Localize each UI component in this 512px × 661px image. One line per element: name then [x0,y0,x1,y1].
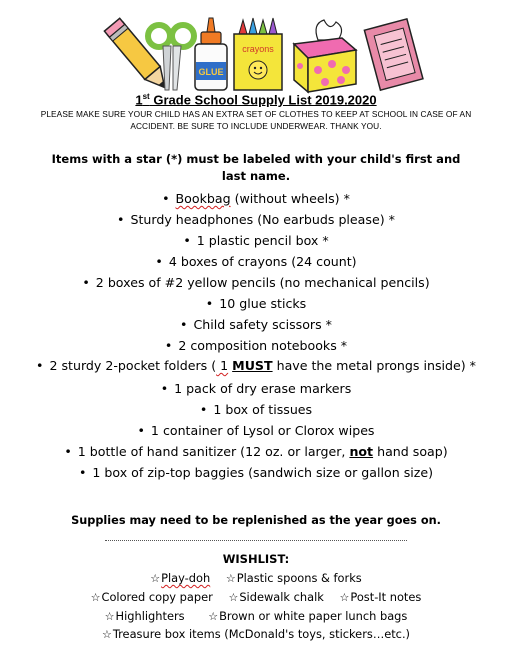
list-item: • 2 composition notebooks * [164,338,348,353]
list-item: • 10 glue sticks [205,296,307,311]
star-icon: ☆ [225,572,236,585]
list-item: • 1 plastic pencil box * [183,233,329,248]
star-icon: ☆ [228,591,239,604]
supply-list [20,188,492,483]
wishlist-row [0,571,512,585]
glue-bottle-icon [195,18,227,90]
clothes-notice: PLEASE MAKE SURE YOUR CHILD HAS AN EXTRA SET OF CLOTHES TO KEEP AT SCHOOL IN CASE OF AN ACCIDENT. BE SURE TO INCLUDE UNDERWEAR. THANK YOU. [40,109,472,131]
wishlist-row [0,590,512,604]
label-instructions: Items with a star (*) must be labeled with your child's first and last name. [51,152,461,183]
list-item: ☆Colored copy paper [90,590,213,604]
list-item: ☆Sidewalk chalk [228,590,324,604]
list-item: • Sturdy headphones (No earbuds please) * [117,212,395,227]
list-item: • 1 box of tissues [199,401,313,417]
star-icon: ☆ [90,591,101,604]
wishlist-title: WISHLIST: [222,552,290,566]
glue-label: GLUE [198,67,224,77]
tissue-box-icon [294,20,356,92]
star-icon: ☆ [150,572,161,585]
school-supplies-clipart [0,10,512,95]
star-icon: ☆ [339,591,350,604]
list-item: • 1 box of zip-top baggies (sandwich size or gallon size) [78,464,434,480]
list-item: • Child safety scissors * [180,317,332,332]
wishlist-row [0,627,512,641]
list-item: ☆Highlighters [104,609,185,623]
page-title: 1st Grade School Supply List 2019.2020 [135,92,377,108]
pencil-icon [104,18,172,94]
notebook-icon [364,19,423,90]
list-item: ☆Brown or white paper lunch bags [208,609,408,623]
crayons-box-icon [234,18,282,90]
star-icon: ☆ [208,610,219,623]
list-item: ☆Treasure box items (McDonald's toys, stickers…etc.) [101,627,411,641]
wishlist-row [0,609,512,623]
list-item: • 1 bottle of hand sanitizer (12 oz. or larger, not hand soap) [64,443,448,459]
list-item: • 1 container of Lysol or Clorox wipes [137,422,375,438]
crayons-label: crayons [242,44,274,54]
list-item: ☆Play-doh [150,571,211,585]
star-icon: ☆ [104,610,115,623]
list-item: ☆Post-It notes [339,590,422,604]
replenish-note: Supplies may need to be replenished as the year goes on. [71,514,441,527]
list-item: • 2 boxes of #2 yellow pencils (no mechanical pencils) [82,275,430,290]
list-item: • Bookbag (without wheels) * [162,191,350,206]
list-item: • 1 pack of dry erase markers [160,380,352,396]
list-item: • 2 sturdy 2-pocket folders ( 1 MUST have the metal prongs inside) * [36,358,476,373]
list-item: • 4 boxes of crayons (24 count) [155,254,357,269]
divider [105,540,407,541]
star-icon: ☆ [101,628,112,641]
list-item: ☆Plastic spoons & forks [225,571,362,585]
